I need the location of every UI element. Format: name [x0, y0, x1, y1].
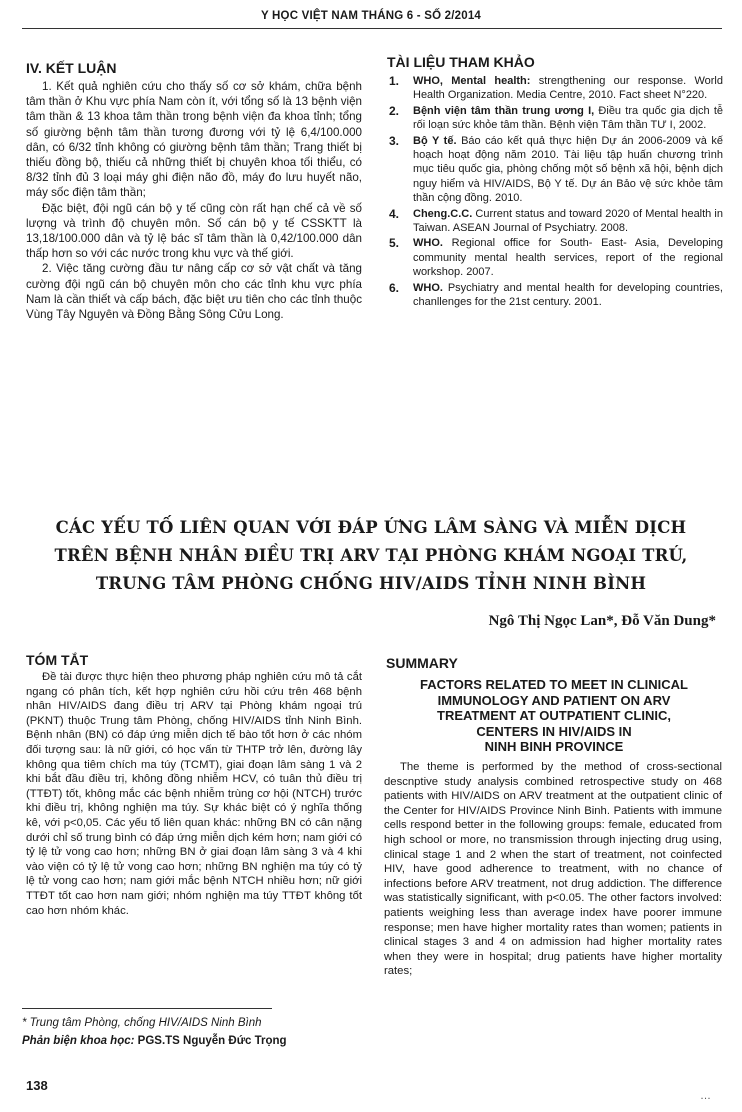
reference-item [385, 281, 723, 310]
reference-item [385, 74, 723, 103]
footnote-affiliation: * Trung tâm Phòng, chống HIV/AIDS Ninh Bình [22, 1017, 262, 1029]
header-rule [22, 28, 722, 29]
summary-body [384, 760, 722, 979]
reference-text: Điều tra quốc gia dịch tễ rối loạn sức khỏe tâm thần. Bệnh viện Tâm thần TƯ I, 2002. [413, 104, 723, 132]
reference-text: Regional office for South- East- Asia, Developing community mental health services, report of the regional workshop. 2007. [413, 237, 723, 279]
conclusion-section [26, 60, 362, 322]
references-section [385, 54, 723, 311]
summary-title-line: FACTORS RELATED TO MEET IN CLINICAL [420, 677, 688, 692]
footnote-reviewer [22, 1034, 362, 1049]
summary-title-line: NINH BINH PROVINCE [484, 739, 624, 755]
summary-text: The theme is performed by the method of cross-sectional descnptive study analysis combined retrospective study on 468 patients with HIV/AIDS on ARV treatment at the outpatient clinic of the Center for HIV/AIDS Province Ninh Binh. Patients with immune cells respond better in the following groups: female, educated from high school or more, no transmission through injecting drug using, clinical stage 1 and 2 when the start of treatment, not coinfected HIV, have good adherence to treatment, with no chance of infections before ARV treatment, not drug addiction. The difference was statistically significant, with p<0.05. The other factors involved: patients weighing less than average index have poorer immune response; men have higher mortality rates than women; patients in clinical stages 3 and 4 on admission had higher mortality rates when they were in hospital; drug patients have higher mortality rates; [384, 761, 722, 978]
reference-text: Current status and toward 2020 of Mental health in Taiwan. ASEAN Journal of Psychiatry. 2008. [413, 207, 723, 235]
reference-number: 2. [389, 103, 400, 118]
abstract-vn-section [26, 652, 362, 918]
reference-number: 4. [389, 206, 400, 221]
summary-heading: SUMMARY [386, 655, 458, 671]
conclusion-paragraph: 1. Kết quả nghiên cứu cho thấy số cơ sở khám, chữa bệnh tâm thần ở Khu vực phía Nam còn ít, với tổng số là 13 bệnh viện tâm thần & 13 khoa tâm thần trong bệnh viện đa khoa tỉnh; tổng số giường bệnh tâm thần tương đương với tỷ lệ 6,4/100.000 dân, có 6/32 tỉnh không có giường bệnh tâm thần; Trang thiết bị thiếu đồng bộ, thiếu cả những thiết bị chuyên khoa tối thiểu, có 8/32 tỉnh đủ 3 loại máy ghi điện não đồ, máy đo lưu huyết não, máy sốc điện tâm thần; [26, 80, 362, 200]
article-title [30, 514, 712, 598]
reference-text: Báo cáo kết quả thực hiện Dự án 2006-2009 và kế hoạch hoạt động năm 2010. Tài liệu tập huấn chương trình mục tiêu quốc gia, phòng chống một số bệnh xã hội, bệnh dịch nguy hiểm và HIV/AIDS, Bộ Y tế. Dự án Bảo vệ sức khỏe tâm thần cộng đồng. 2010. [413, 134, 724, 205]
reference-number: 1. [389, 74, 400, 88]
reviewer-name: PGS.TS Nguyễn Đức Trọng [134, 1035, 287, 1047]
reference-author: WHO. [413, 237, 443, 250]
reference-author: WHO. [413, 281, 443, 294]
summary-title-line: IMMUNOLOGY AND PATIENT ON ARV [437, 692, 671, 708]
reference-number: 6. [389, 280, 400, 295]
conclusion-paragraph: 2. Việc tăng cường đầu tư nâng cấp cơ sở vật chất và tăng cường đội ngũ cán bộ chuyên môn cho các tỉnh khu vực phía Nam là cần thiết và cấp bách, đặc biệt ưu tiên cho các tỉnh thuộc Vùng Tây Nguyên và Đồng Bằng Sông Cửu Long. [26, 262, 362, 322]
reference-item [385, 207, 723, 236]
conclusion-heading: IV. KẾT LUẬN [26, 60, 117, 76]
reference-text: Psychiatry and mental health for developing countries, chanllenges for the 21st century. 2001. [413, 281, 723, 309]
reference-number: 3. [389, 133, 400, 148]
article-title-line: TRUNG TÂM PHÒNG CHỐNG HIV/AIDS TỈNH NINH BÌNH [95, 574, 647, 593]
footnote-rule [22, 1008, 272, 1009]
abstract-vn-heading: TÓM TẮT [26, 652, 89, 668]
article-title-line: TRÊN BỆNH NHÂN ĐIỀU TRỊ ARV TẠI PHÒNG KHÁM NGOẠI TRÚ, [54, 546, 688, 565]
reference-author: WHO, Mental health: [413, 75, 531, 87]
summary-title-line: TREATMENT AT OUTPATIENT CLINIC, [437, 708, 671, 724]
corner-mark: … [700, 1090, 711, 1102]
reference-item [385, 236, 723, 279]
reference-text: strengthening our response. World Health Organization. Media Centre, 2010. Fact sheet N°220. [413, 75, 723, 102]
summary-title-line: CENTERS IN HIV/AIDS IN [476, 723, 632, 739]
summary-title [384, 677, 724, 755]
reference-author: Cheng.C.C. [413, 207, 473, 220]
abstract-vn-text: Đề tài được thực hiện theo phương pháp nghiên cứu mô tả cắt ngang có phân tích, kết hợp nghiên cứu hồi cứu trên 468 bệnh nhân HIV/AIDS đang điều trị ARV tại Phòng khám ngoại trú (PKNT) thuộc Trung tâm Phòng, chống HIV/AIDS tỉnh Ninh Bình. Bệnh nhân (BN) có đáp ứng miễn dịch tế bào tốt hơn ở các nhóm đối tượng sau: là nữ giới, có học vấn từ THTP trở lên, đường lây không qua tiêm chích ma túy (TCMT), giai đoạn lâm sàng 1 và 2 khi bắt đầu điều trị, không đồng nhiễm HCV, có tuân thủ điều trị (TTĐT) tốt, không mắc các bệnh nhiễm trùng cơ hội (NTCH) trước khi điều trị, không nghiện ma túy. Sự khác biệt có ý nghĩa thống kê, với p<0,05. Các yếu tố liên quan khác: những BN có cân nặng dưới chỉ số trung bình có đáp ứng miễn dịch kém hơn; nam giới có tỷ lệ tử vong cao hơn; những BN ở giai đoạn lâm sàng 3 và 4 khi vào viện có tỷ lệ tử vong cao hơn; những BN nghiện ma túy có tỷ lệ tử vong cao hơn; nam giới mắc bệnh NTCH nhiều hơn; nữ giới TTĐT tốt cao hơn nam giới; nhóm nghiện ma túy TTĐT không tốt cao hơn nhóm khác. [26, 671, 362, 917]
page-number: 138 [26, 1078, 48, 1093]
conclusion-body [26, 79, 362, 322]
reference-number: 5. [389, 236, 400, 251]
reviewer-label: Phản biện khoa học: [22, 1035, 135, 1047]
article-authors: Ngô Thị Ngọc Lan*, Đỗ Văn Dung* [488, 613, 716, 629]
article-title-line: CÁC YẾU TỐ LIÊN QUAN VỚI ĐÁP ỨNG LÂM SÀNG VÀ MIỄN DỊCH [55, 518, 687, 537]
reference-item [385, 134, 723, 206]
running-header: Y HỌC VIỆT NAM THÁNG 6 - SỐ 2/2014 [260, 10, 482, 22]
references-heading: TÀI LIỆU THAM KHẢO [387, 54, 535, 70]
abstract-vn-body [26, 670, 362, 918]
reference-item [385, 104, 723, 133]
reference-author: Bộ Y tế. [413, 134, 457, 147]
conclusion-paragraph: Đặc biệt, đội ngũ cán bộ y tế cũng còn rất hạn chế cả về số lượng và trình độ chuyên môn. Số cán bộ y tế CSSKTT là 13,18/100.000 dân và tỷ lệ bác sĩ tâm thần là 0,42/100.000 dân thấp hơn so với các nước trong khu vực và thế giới. [26, 201, 362, 261]
reference-author: Bệnh viện tâm thần trung ương I, [413, 104, 595, 117]
